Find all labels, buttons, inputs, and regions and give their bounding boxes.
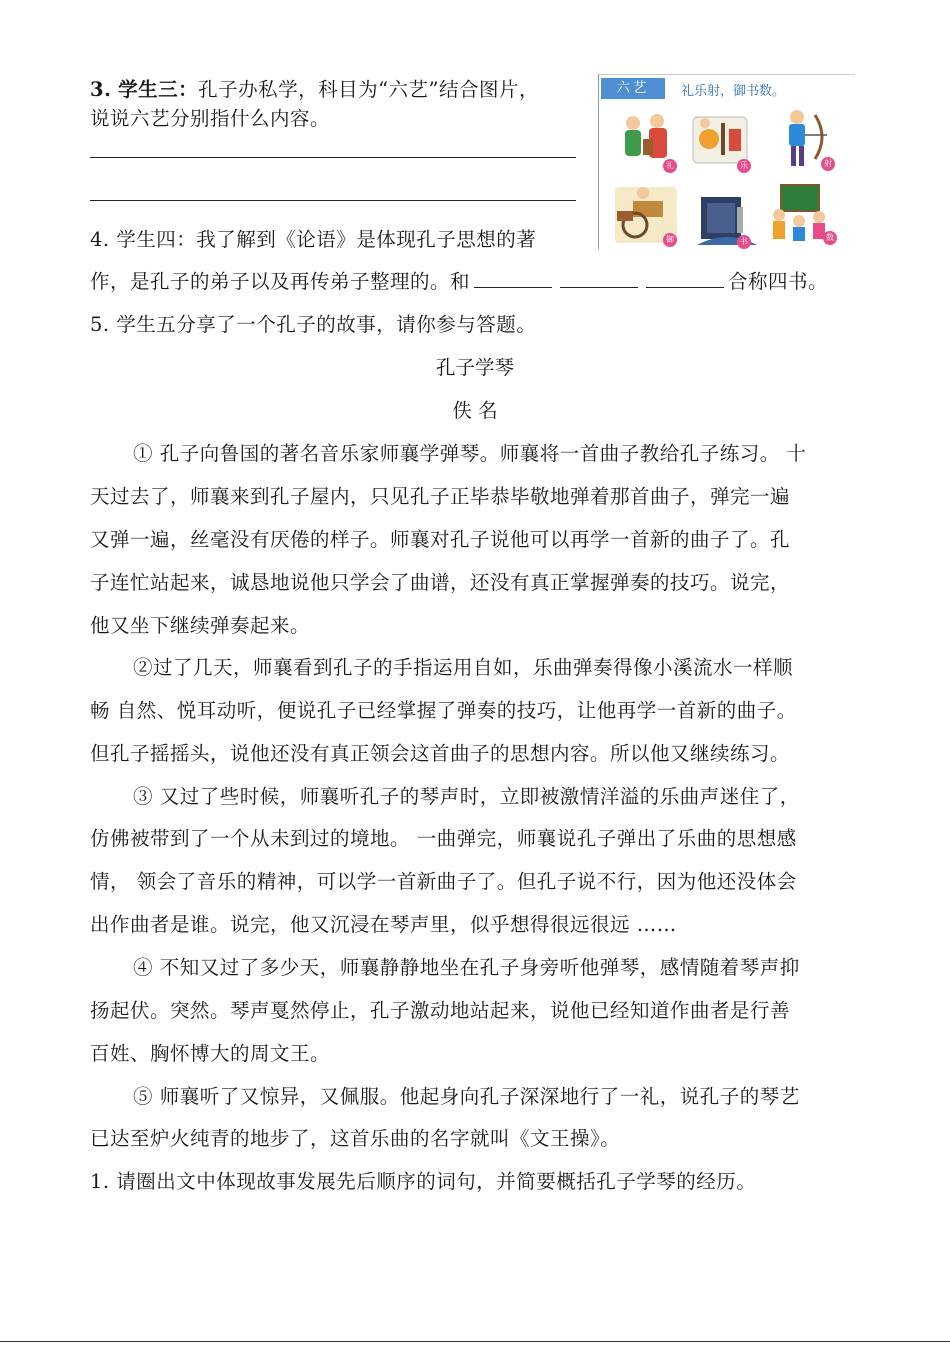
badge-li: 礼 (663, 159, 677, 173)
blank-3[interactable] (646, 286, 724, 288)
archer-icon (769, 107, 835, 171)
q3-number: 3. (90, 78, 112, 101)
six-arts-tag: 六艺 (601, 78, 665, 99)
story-line: ②过了几天，师襄看到孔子的手指运用自如，乐曲弹奏得像小溪流水一样顺 (133, 656, 794, 679)
story-line: 已达至炉火纯青的地步了，这首乐曲的名字就叫《文王操》。 (90, 1127, 621, 1150)
story-title: 孔子学琴 (435, 356, 514, 379)
q4-text-start: 作，是孔子的弟子以及再传弟子整理的。和 (90, 270, 471, 293)
q3-text: 孔子办私学，科目为“六艺”结合图片， (198, 78, 540, 101)
story-line: ④ 不知又过了多少天，师襄静静地坐在孔子身旁听他弹琴，感情随着琴声抑 (133, 956, 800, 979)
story-line: 又弹一遍，丝毫没有厌倦的样子。师襄对孔子说他可以再学一首新的曲子了。孔 (90, 528, 791, 551)
story-line: 天过去了，师襄来到孔子屋内，只见孔子正毕恭毕敬地弹着那首曲子，弹完一遍 (90, 485, 791, 508)
question-1: 1. 请圈出文中体现故事发展先后顺序的词句，并简要概括孔子学琴的经历。 (90, 1170, 757, 1193)
story-line: 畅 自然、悦耳动听，便说孔子已经掌握了弹奏的技巧，让他再学一首新的曲子。 (90, 699, 797, 722)
rites-figures-icon (613, 109, 679, 173)
q4-line2 (90, 266, 828, 294)
answer-rule-2[interactable] (90, 200, 576, 201)
q3-label: 学生三： (118, 78, 199, 101)
music-instruments-icon (687, 109, 753, 173)
badge-yu: 御 (663, 233, 677, 247)
q3-line1 (90, 74, 539, 102)
badge-shu-math: 数 (823, 231, 837, 245)
story-line: 扬起伏。突然。琴声戛然停止，孔子激动地站起来，说他已经知道作曲者是行善 (90, 999, 791, 1022)
story-line: 仿佛被带到了一个从未到过的境地。 一曲弹完，师襄说孔子弹出了乐曲的思想感 (90, 827, 797, 850)
book-icon (693, 189, 759, 253)
six-arts-figure (598, 74, 855, 249)
blank-2[interactable] (560, 286, 638, 288)
story-line: 子连忙站起来，诚恳地说他只学会了曲谱，还没有真正掌握弹奏的技巧。说完， (90, 571, 791, 594)
badge-shu: 书 (737, 235, 751, 249)
q5-line: 5. 学生五分享了一个孔子的故事，请你参与答题。 (90, 313, 537, 336)
story-line: 百姓、胸怀博大的周文王。 (90, 1042, 331, 1065)
story-line: 情， 领会了音乐的精神，可以学一首新曲子了。但孔子说不行，因为他还没体会 (90, 870, 797, 893)
story-line: ③ 又过了些时候，师襄听孔子的琴声时，立即被激情洋溢的乐曲声迷住了， (133, 785, 800, 808)
badge-she: 射 (821, 157, 835, 171)
six-arts-caption: 礼乐射，御书数。 (681, 84, 786, 99)
story-line: ① 孔子向鲁国的著名音乐家师襄学弹琴。师襄将一首曲子教给孔子练习。 十 (133, 442, 807, 465)
math-board-icon (767, 181, 833, 245)
blank-1[interactable] (474, 286, 552, 288)
q4-line1: 4. 学生四：我了解到《论语》是体现孔子思想的著 (90, 228, 537, 251)
story-line: 出作曲者是谁。说完，他又沉浸在琴声里，似乎想得很远很远 …… (90, 913, 677, 936)
q4-text-end: 合称四书。 (728, 270, 829, 293)
answer-rule-1[interactable] (90, 157, 576, 158)
q3-line2: 说说六艺分别指什么内容。 (90, 107, 331, 130)
page-bottom-border (0, 1341, 950, 1342)
story-line: 但孔子摇摇头，说他还没有真正领会这首曲子的思想内容。所以他又继续练习。 (90, 742, 791, 765)
story-author: 佚 名 (452, 399, 498, 422)
story-line: ⑤ 师襄听了又惊异，又佩服。他起身向孔子深深地行了一礼，说孔子的琴艺 (133, 1085, 800, 1108)
story-line: 他又坐下继续弹奏起来。 (90, 614, 311, 637)
badge-yue: 乐 (737, 159, 751, 173)
chariot-icon (613, 183, 679, 247)
